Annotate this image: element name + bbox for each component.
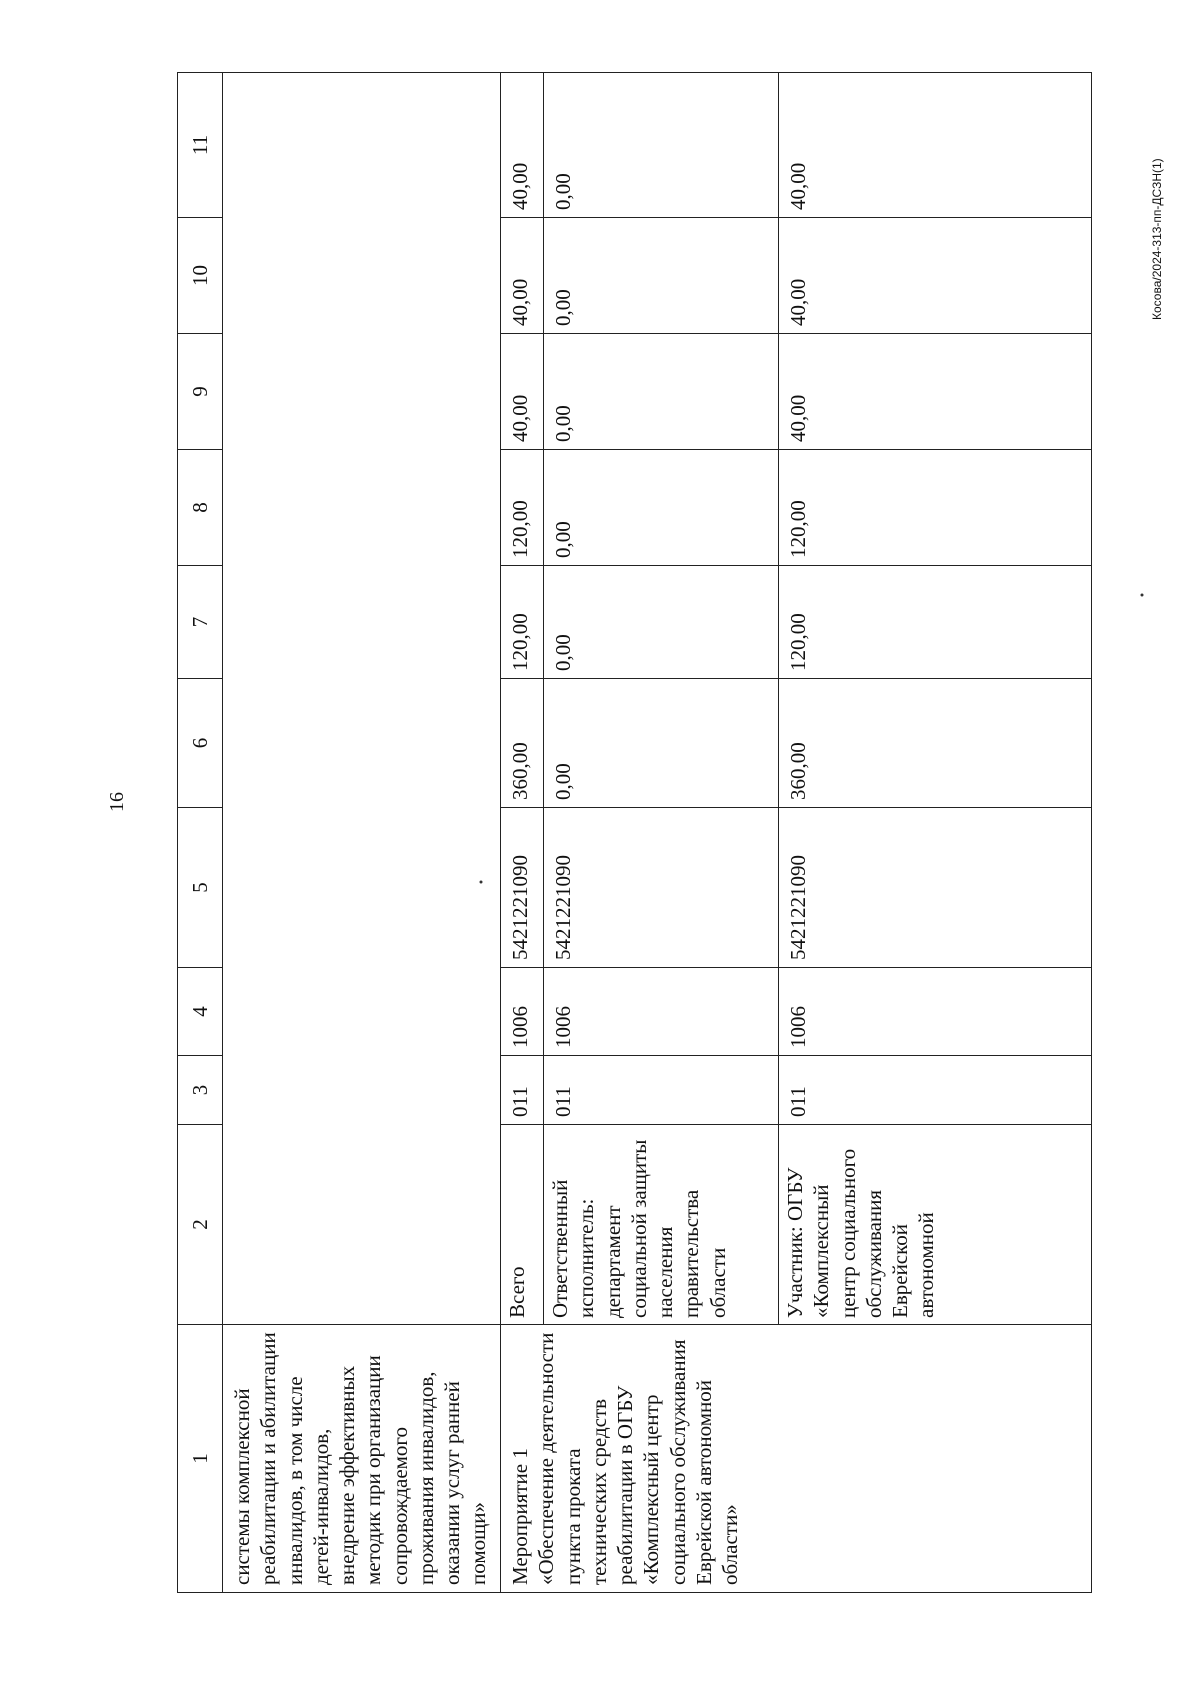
table-cell: 0,00 — [544, 450, 779, 566]
table-cell: 0,00 — [544, 566, 779, 679]
header-cell: 1 — [178, 1325, 223, 1593]
continuation-text-cell: системы комплексной реабилитации и абилитации инвалидов, в том числе детей-инвалидов, внедрение эффективных методик при организации сопровождаемого проживания инвалидов, оказании услуг ранней помощи» — [223, 1325, 501, 1593]
table-cell: 5421221090 — [501, 808, 544, 968]
table-cell: 0,00 — [544, 218, 779, 334]
table-cell: 360,00 — [779, 679, 1092, 808]
header-cell: 4 — [178, 968, 223, 1056]
table-cell: 0,00 — [544, 73, 779, 218]
table-cell: 5421221090 — [779, 808, 1092, 968]
row-label-cell: Участник: ОГБУ «Комплексный центр социального обслуживания Еврейской автономной — [779, 1125, 1092, 1325]
row-label-cell: Ответственный исполнитель: департамент социальной защиты населения правительства области — [544, 1125, 779, 1325]
header-cell: 8 — [178, 450, 223, 566]
table-cell: 011 — [544, 1056, 779, 1125]
table-cell: 0,00 — [544, 679, 779, 808]
table-cell: 120,00 — [501, 566, 544, 679]
table-cell: 40,00 — [779, 73, 1092, 218]
row-label-cell: Всего — [501, 1125, 544, 1325]
table-cell: 011 — [779, 1056, 1092, 1125]
table-cell: 40,00 — [501, 334, 544, 450]
header-cell: 7 — [178, 566, 223, 679]
scan-speck — [1141, 594, 1144, 597]
table-cell: 1006 — [779, 968, 1092, 1056]
header-cell: 5 — [178, 808, 223, 968]
rotated-table-wrapper — [177, 73, 1092, 1593]
event-description-cell: Мероприятие 1 «Обеспечение деятельности пункта проката технических средств реабилитации в ОГБУ «Комплексный центр социального обслуживания Еврейской автономной области» — [501, 1325, 1092, 1593]
table-cell: 40,00 — [501, 73, 544, 218]
table-header-row — [178, 73, 223, 1593]
header-cell: 9 — [178, 334, 223, 450]
document-code: Косова/2024-313-пп-ДСЗН(1) — [1150, 158, 1164, 320]
table-row — [501, 73, 544, 1593]
table-cell: 1006 — [501, 968, 544, 1056]
table-cell: 40,00 — [501, 218, 544, 334]
table-cell: 120,00 — [779, 450, 1092, 566]
table-cell: 40,00 — [779, 218, 1092, 334]
table-cell: 1006 — [544, 968, 779, 1056]
table-cell: 0,00 — [544, 334, 779, 450]
page-number: 16 — [106, 792, 128, 812]
table-cell: 120,00 — [779, 566, 1092, 679]
header-cell: 10 — [178, 218, 223, 334]
empty-cell — [223, 73, 501, 1325]
table-row — [223, 73, 501, 1593]
table-cell: 120,00 — [501, 450, 544, 566]
table-cell: 40,00 — [779, 334, 1092, 450]
budget-table — [177, 72, 1092, 1593]
header-cell: 6 — [178, 679, 223, 808]
table-cell: 011 — [501, 1056, 544, 1125]
header-cell: 2 — [178, 1125, 223, 1325]
table-cell: 360,00 — [501, 679, 544, 808]
table-cell: 5421221090 — [544, 808, 779, 968]
header-cell: 3 — [178, 1056, 223, 1125]
header-cell: 11 — [178, 73, 223, 218]
